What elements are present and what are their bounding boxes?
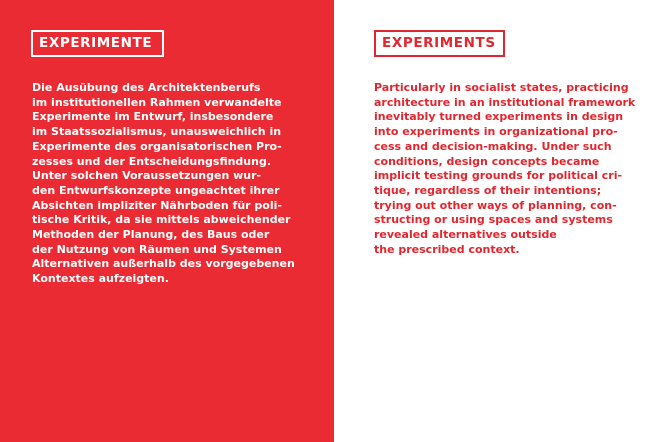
english-body-text: Particularly in socialist states, practicing architecture in an institutional framework inevitably turned experiments in design into experiments in organizational pro- cess and decision-making. Under such conditions, design concepts became implicit testing grounds for political cri- tique, regardless of their intentions; trying out other ways of planning, con- structing or using spaces and systems revealed alternatives outside the prescribed context. [374, 81, 636, 256]
english-panel [334, 0, 668, 442]
german-heading: EXPERIMENTE [31, 30, 164, 57]
german-body-text: Die Ausübung des Architektenberufs im institutionellen Rahmen verwandelte Experimente im Entwurf, insbesondere im Staatssozialismus, unausweichlich in Experimente des organisatorischen Pro- zesses und der Entscheidungsfindung. Unter solchen Voraussetzungen wur- den Entwurfskonzepte ungeachtet ihrer Absichten impliziter Nährboden für poli- tische Kritik, da sie mittels abweichender Methoden der Planung, des Baus oder der Nutzung von Räumen und Systemen Alternativen außerhalb des vorgegebenen Kontextes aufzeigten. [32, 81, 295, 286]
english-heading: EXPERIMENTS [374, 30, 505, 57]
